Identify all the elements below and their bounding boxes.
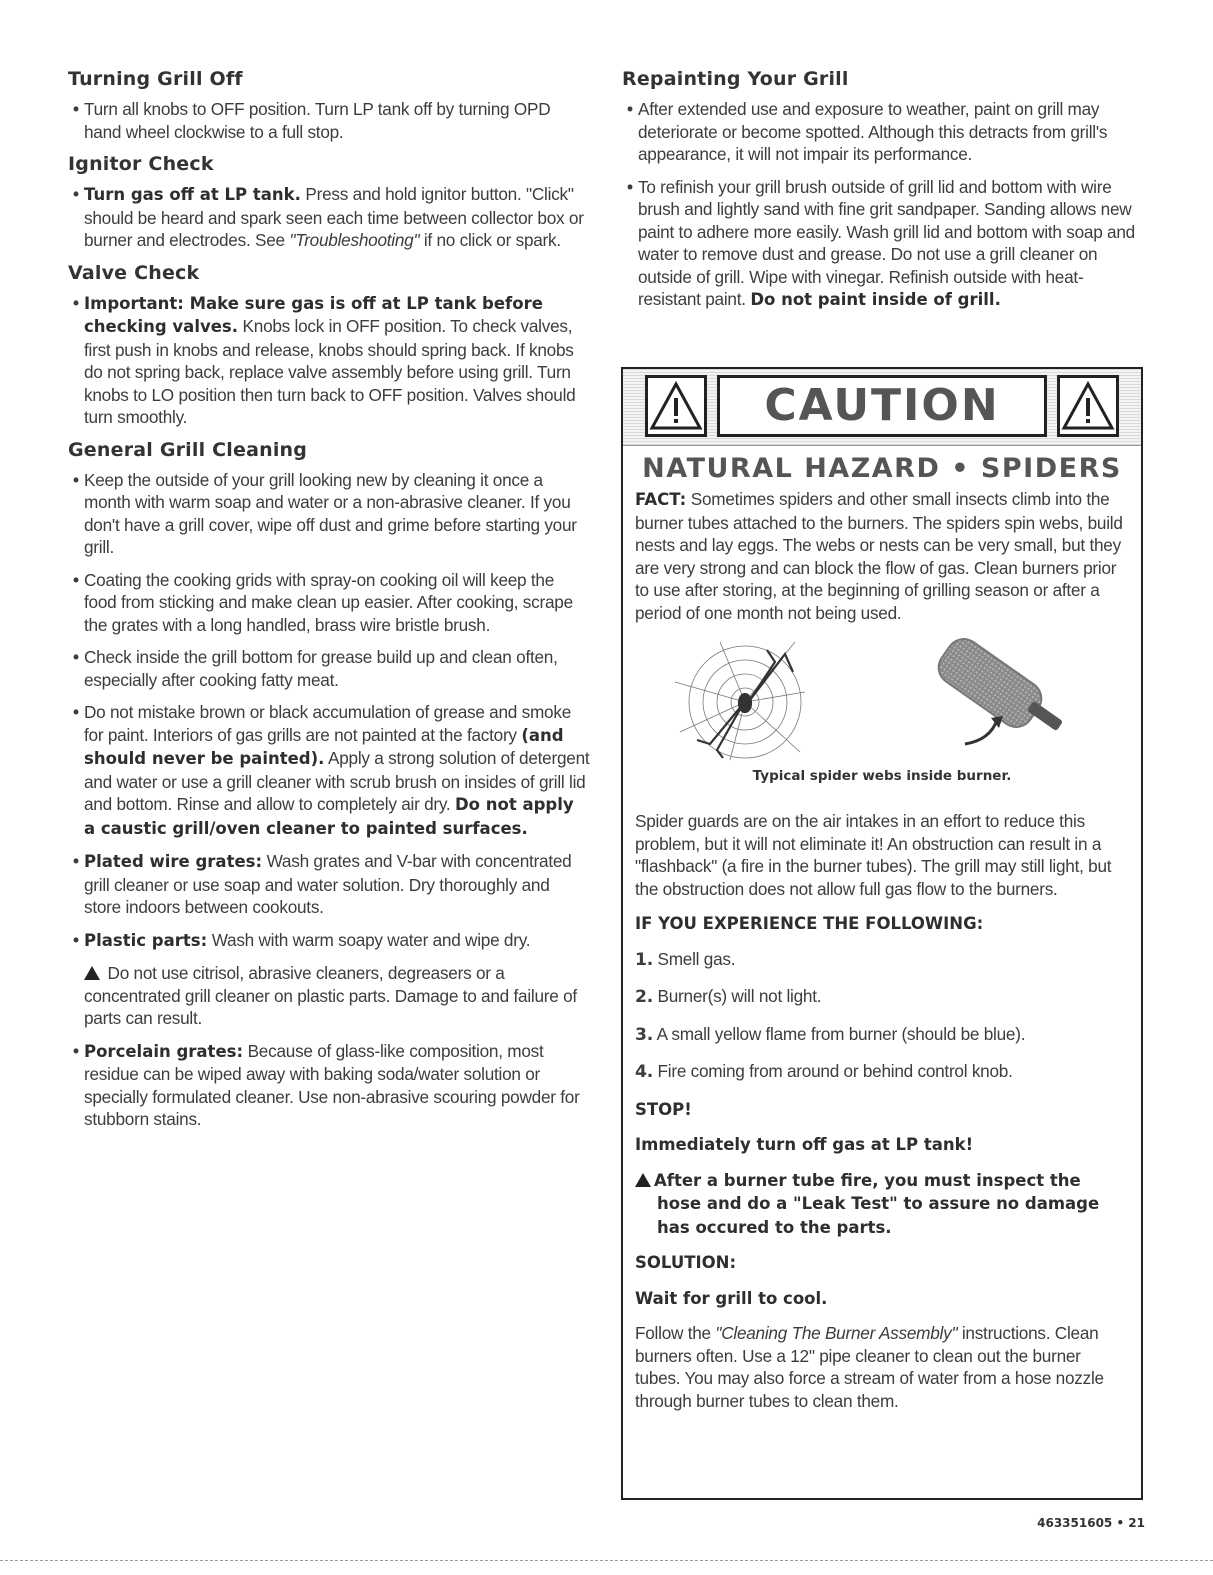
cleaning-bullet-plastic: • Plastic parts: Wash with warm soapy water and wipe dry. bbox=[73, 929, 531, 950]
cleaning-bullet-plated: • Plated wire grates: Wash grates and V-bar with concentrated grill cleaner or use soap and water solution. Dry thoroughly and store indoors between cookouts. bbox=[73, 851, 572, 917]
follow-text: Follow the "Cleaning The Burner Assembly" instructions. Clean burners often. Use a 12" pipe cleaner to clean out the burner tubes. You may also force a stream of water from a hose nozzle through burner tubes to clean them. bbox=[635, 1323, 1104, 1411]
spider-guards-text: Spider guards are on the air intakes in an effort to reduce this problem, but it will not eliminate it! An obstruction can result in a "flashback" (a fire in the burner tubes). The grill may still light, but the obstruction does not allow full gas flow to the burners. bbox=[635, 811, 1112, 899]
cleaning-bullet-porcelain: • Porcelain grates: Because of glass-like composition, most residue can be wiped away with baking soda/water solution or specially formulated cleaner. Use non-abrasive scouring powder for stubborn stains. bbox=[73, 1040, 580, 1129]
cleaning-bullet-1: • Keep the outside of your grill looking new by cleaning it once a month with warm soap and water or a non-abrasive cleaner. If you don't have a grill cover, wipe off dust and grime before starting your grill. bbox=[73, 469, 577, 557]
stop-text: STOP! bbox=[635, 1099, 692, 1119]
list-item: 4. Fire coming from around or behind control knob. bbox=[635, 1061, 1013, 1082]
list-item: 3. A small yellow flame from burner (should be blue). bbox=[635, 1023, 1026, 1045]
warning-triangle-icon bbox=[645, 375, 707, 437]
hazard-title: NATURAL HAZARD • SPIDERS bbox=[642, 453, 1122, 484]
ignitor-text: • Turn gas off at LP tank. Press and hold ignitor button. "Click" should be heard and spark seen each time between collector box or burner and electrodes. See "Troubleshooting" if no click or spark. bbox=[73, 184, 584, 250]
spider-web-illustration bbox=[635, 632, 1133, 762]
cleaning-bullet-3: • Check inside the grill bottom for grease build up and clean often, especially after cooking fatty meat. bbox=[73, 647, 558, 690]
valve-text: • Important: Make sure gas is off at LP tank before checking valves. Knobs lock in OFF position. To check valves, first push in knobs and release, knobs should spring back. If knobs do not spring back, replace valve assembly before using grill. Turn knobs to LO position then turn back to OFF position. Valves should turn smoothly. bbox=[73, 292, 576, 427]
solution-heading: SOLUTION: bbox=[635, 1253, 737, 1272]
bottom-divider bbox=[0, 1560, 1213, 1561]
caution-box bbox=[621, 367, 1143, 1500]
repaint-bullet-2: • To refinish your grill brush outside of grill lid and bottom with wire brush and lightly sand with fine grit sandpaper. Sanding allows new paint to adhere more easily. Wash grill lid and bottom with soap and water to remove dust and grease. Do not use a grill cleaner on outside of grill. Wipe with vinegar. Refinish outside with heat-resistant paint. Do not paint inside of grill. bbox=[627, 176, 1135, 309]
caution-body bbox=[635, 488, 1129, 1424]
heading-ignitor-check: Ignitor Check bbox=[68, 153, 214, 175]
turning-off-text: • Turn all knobs to OFF position. Turn LP tank off by turning OPD hand wheel clockwise to a full stop. bbox=[73, 99, 551, 142]
caution-header bbox=[623, 369, 1141, 446]
heading-turning-grill-off: Turning Grill Off bbox=[68, 68, 243, 90]
left-column bbox=[68, 62, 590, 1141]
list-item: 2. Burner(s) will not light. bbox=[635, 986, 822, 1007]
warning-triangle-icon bbox=[84, 966, 100, 980]
heading-valve-check: Valve Check bbox=[68, 261, 200, 284]
fact-text: FACT: Sometimes spiders and other small insects climb into the burner tubes attached to the burners. The spiders spin webs, build nests and lay eggs. The webs or nests can be very small, but they are very strong and can block the flow of gas. Clean burners prior to use after storing, at the beginning of grilling season or after a period of one month not being used. bbox=[635, 489, 1123, 623]
heading-repainting: Repainting Your Grill bbox=[622, 68, 849, 90]
warning-triangle-icon bbox=[1057, 375, 1119, 437]
caution-word: CAUTION bbox=[764, 380, 1000, 431]
after-fire-warning: After a burner tube fire, you must inspect the hose and do a "Leak Test" to assure no damage has occured to the parts. bbox=[635, 1169, 1129, 1240]
figure-caption: Typical spider webs inside burner. bbox=[752, 768, 1012, 784]
repaint-bullet-1: • After extended use and exposure to weather, paint on grill may deteriorate or become spotted. Although this detracts from grill's appearance, it will not impair its performance. bbox=[627, 99, 1108, 164]
caution-banner bbox=[717, 375, 1047, 437]
warning-triangle-icon bbox=[635, 1173, 651, 1187]
page-number: 463351605 • 21 bbox=[1037, 1516, 1145, 1530]
cleaning-bullet-4: • Do not mistake brown or black accumulation of grease and smoke for paint. Interiors of gas grills are not painted at the factory (and should never be painted). Apply a strong solution of detergent and water or use a grill cleaner with scrub brush on insides of grill lid and bottom. Rinse and allow to completely air dry. Do not apply a caustic grill/oven cleaner to painted surfaces. bbox=[73, 702, 590, 838]
burner-tube-illustration bbox=[931, 632, 1064, 744]
immediately-text: Immediately turn off gas at LP tank! bbox=[635, 1135, 974, 1154]
right-column bbox=[622, 62, 1142, 322]
list-item: 1. Smell gas. bbox=[635, 948, 736, 970]
wait-text: Wait for grill to cool. bbox=[635, 1288, 828, 1308]
plastic-warning: Do not use citrisol, abrasive cleaners, degreasers or a concentrated grill cleaner on plastic parts. Damage to and failure of parts can result. bbox=[84, 963, 577, 1028]
experience-heading: IF YOU EXPERIENCE THE FOLLOWING: bbox=[635, 914, 984, 933]
cleaning-bullet-2: • Coating the cooking grids with spray-on cooking oil will keep the food from sticking and make clean up easier. After cooking, scrape the grates with a long handled, brass wire bristle brush. bbox=[73, 569, 573, 635]
spider-figure bbox=[635, 632, 1129, 762]
heading-general-cleaning: General Grill Cleaning bbox=[68, 438, 308, 461]
